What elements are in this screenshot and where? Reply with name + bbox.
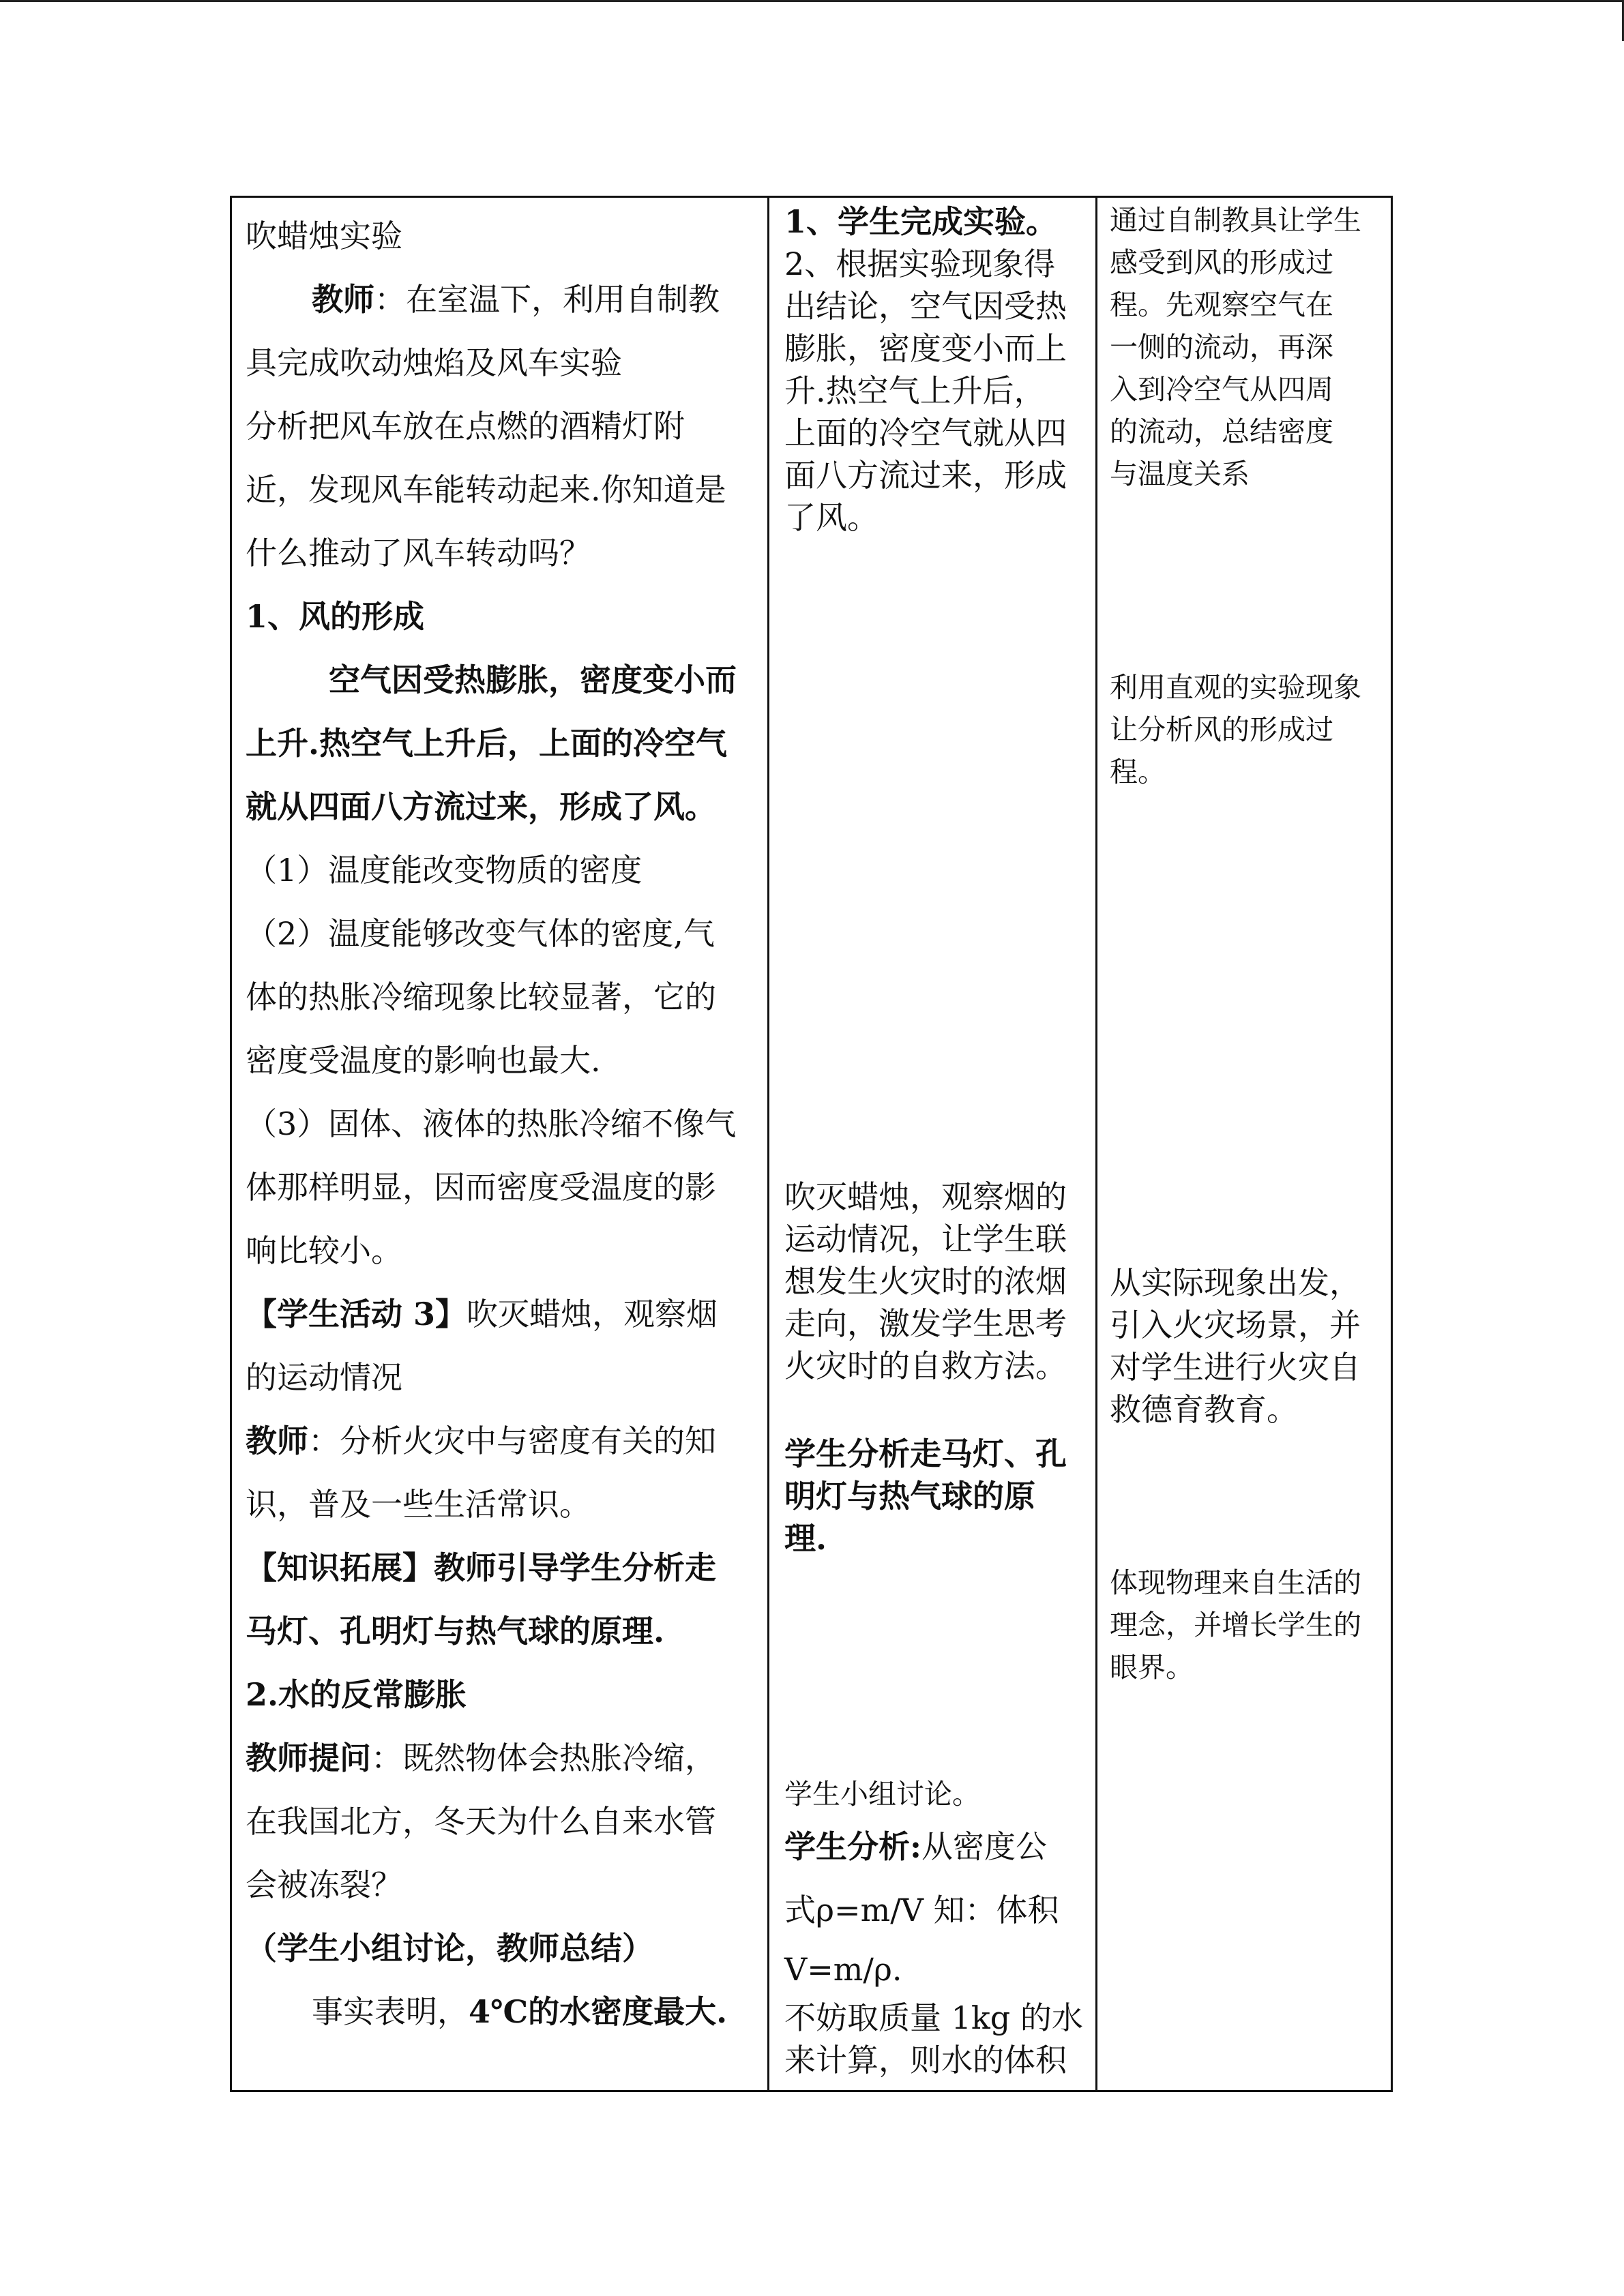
text-line: 理念，并增长学生的: [1110, 1609, 1361, 1641]
text-line: 引入火灾场景，并: [1110, 1307, 1361, 1343]
design-intent-block-4: [1110, 1562, 1379, 1688]
text-line: （学生小组讨论，教师总结）: [246, 1930, 653, 1967]
student-activity-block-4: [784, 1773, 1081, 2081]
text-line: 对学生进行火灾自: [1110, 1349, 1361, 1386]
text-line: 上面的冷空气就从四: [784, 415, 1067, 451]
text-line: 程。先观察空气在: [1110, 288, 1333, 321]
text-line: 1、学生完成实验。: [784, 203, 1058, 240]
design-intent-block-1: [1110, 199, 1379, 495]
text-line: 的流动，总结密度: [1110, 415, 1333, 448]
text-line: 程。: [1110, 756, 1166, 788]
design-intent-block-3: [1110, 1262, 1379, 1431]
column-divider-2: [1095, 196, 1097, 2092]
section-heading: 2.水的反常膨胀: [246, 1676, 467, 1713]
text-line: 学生分析:从密度公: [784, 1828, 1047, 1865]
text-line: 吹灭蜡烛，观察烟的: [784, 1178, 1067, 1215]
text-line: 就从四面八方流过来，形成了风。: [246, 788, 716, 825]
text-line: 会被冻裂？: [246, 1866, 402, 1903]
text-line: 走向，激发学生思考: [784, 1305, 1067, 1342]
text-line: 学生小组讨论。: [784, 1778, 980, 1810]
text-line: 上升.热空气上升后，上面的冷空气: [246, 725, 728, 762]
teacher-activity-column: [246, 205, 747, 2044]
text-line: 分析把风车放在点燃的酒精灯附: [246, 408, 685, 445]
text-line: 面八方流过来，形成: [784, 457, 1067, 494]
student-activity-block-2: [784, 1176, 1081, 1387]
text-line: （1）温度能改变物质的密度: [246, 852, 643, 889]
text-line: 来计算，则水的体积: [784, 2042, 1067, 2078]
text-line: 响比较小。: [246, 1232, 402, 1269]
text-line: 想发生火灾时的浓烟: [784, 1263, 1067, 1300]
text-line: 膨胀，密度变小而上: [784, 330, 1067, 367]
text-line: 让分析风的形成过: [1110, 713, 1333, 746]
text-line: 空气因受热膨胀，密度变小而: [329, 661, 737, 698]
text-line: 马灯、孔明灯与热气球的原理.: [246, 1613, 665, 1650]
text-line: 救德育教育。: [1110, 1391, 1298, 1428]
student-activity-block-1: [784, 200, 1081, 539]
student-activity-block-3: [784, 1433, 1081, 1560]
text-line: 与温度关系: [1110, 458, 1250, 490]
text-line: 式ρ=m/V 知：体积: [784, 1892, 1059, 1928]
text-line: 密度受温度的影响也最大.: [246, 1042, 601, 1079]
text-line: 教师：分析火灾中与密度有关的知: [246, 1422, 716, 1459]
text-line: 从实际现象出发，: [1110, 1264, 1361, 1301]
text-line: 明灯与热气球的原: [784, 1478, 1035, 1515]
section-heading: 1、风的形成: [246, 598, 425, 635]
text-line: 出结论，空气因受热: [784, 288, 1067, 325]
text-line: 具完成吹动烛焰及风车实验: [246, 344, 622, 381]
text-line: （3）固体、液体的热胀冷缩不像气: [246, 1105, 737, 1142]
text-line: 眼界。: [1110, 1651, 1194, 1684]
design-intent-block-2: [1110, 666, 1379, 793]
text-line: 吹蜡烛实验: [246, 218, 402, 254]
text-line: 不妨取质量 1kg 的水: [784, 1999, 1083, 2036]
column-divider-1: [767, 196, 769, 2092]
text-line: 事实表明，4℃的水密度最大.: [312, 1993, 728, 2030]
text-line: 体那样明显，因而密度受温度的影: [246, 1169, 716, 1206]
text-line: 了风。: [784, 499, 879, 536]
text-line: 利用直观的实验现象: [1110, 671, 1361, 704]
text-line: 教师提问：既然物体会热胀冷缩，: [246, 1740, 716, 1776]
text-line: 通过自制教具让学生: [1110, 204, 1361, 237]
text-line: 入到冷空气从四周: [1110, 373, 1333, 406]
text-line: 【学生活动 3】吹灭蜡烛，观察烟: [246, 1296, 718, 1332]
text-line: 学生分析走马灯、孔: [784, 1435, 1067, 1472]
text-line: 火灾时的自救方法。: [784, 1347, 1067, 1384]
text-line: 在我国北方，冬天为什么自来水管: [246, 1803, 716, 1840]
text-line: 升.热空气上升后，: [784, 372, 1046, 409]
text-line: 识，普及一些生活常识。: [246, 1486, 591, 1523]
text-line: 一侧的流动，再深: [1110, 331, 1333, 363]
text-line: 运动情况，让学生联: [784, 1221, 1067, 1257]
text-line: 【知识拓展】教师引导学生分析走: [246, 1549, 716, 1586]
text-line: 什么推动了风车转动吗？: [246, 535, 591, 571]
text-line: 理.: [784, 1520, 827, 1557]
text-line: 2、根据实验现象得: [784, 245, 1056, 282]
text-line: 体现物理来自生活的: [1110, 1566, 1361, 1599]
text-line: 体的热胀冷缩现象比较显著，它的: [246, 979, 716, 1015]
text-line: 教师：在室温下，利用自制教: [312, 281, 720, 318]
text-line: （2）温度能够改变气体的密度,气: [246, 915, 715, 952]
text-line: 的运动情况: [246, 1359, 402, 1396]
text-line: 感受到风的形成过: [1110, 246, 1333, 279]
text-line: V=m/ρ.: [784, 1951, 902, 1988]
text-line: 近，发现风车能转动起来.你知道是: [246, 471, 726, 508]
page-top-border: [0, 0, 1624, 2]
